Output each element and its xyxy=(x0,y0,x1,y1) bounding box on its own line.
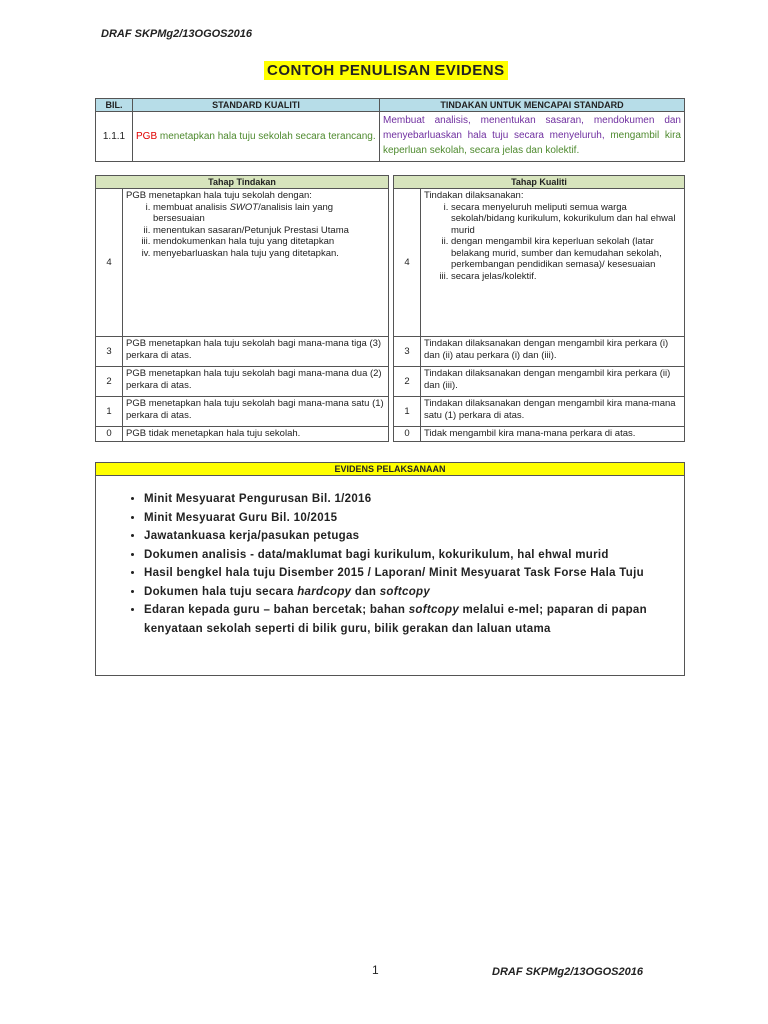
kualiti-item-1: i. secara menyeluruh meliputi semua warga sekolah/bidang kurikulum, kokurikulum dan hal ehwal murid xyxy=(451,202,681,237)
evidens-item-hardcopy xyxy=(144,583,684,602)
evidens-item-6-softcopy: softcopy xyxy=(379,585,431,598)
tindakan-level-3-num: 3 xyxy=(96,337,123,367)
tindakan-level-0-text: PGB tidak menetapkan hala tuju sekolah. xyxy=(123,427,389,442)
tindakan-item-4: iv. menyebarluaskan hala tuju yang ditetapkan. xyxy=(153,248,385,260)
tahap-tindakan-table xyxy=(95,175,389,442)
evidens-header: EVIDENS PELAKSANAAN xyxy=(96,463,684,476)
tindakan-part1: Membuat analisis, menentukan sasaran, mendokumen dan menyebarluaskan hala tuju secara menyeluruh, xyxy=(383,115,681,141)
standard-desc: menetapkan hala tuju sekolah secara terancang. xyxy=(157,131,376,142)
kualiti-level-4-intro: Tindakan dilaksanakan: xyxy=(424,190,524,201)
page-title: CONTOH PENULISAN EVIDENS xyxy=(264,61,508,80)
tindakan-level-2-text: PGB menetapkan hala tuju sekolah bagi mana-mana dua (2) perkara di atas. xyxy=(123,367,389,397)
bil-value: 1.1.1 xyxy=(96,112,133,162)
evidens-item-6-mid: dan xyxy=(351,585,380,598)
tindakan-part2: mengambil kira keperluan sekolah, secara jelas dan kolektif. xyxy=(383,130,681,156)
tahap-kualiti-header: Tahap Kualiti xyxy=(394,176,685,189)
pgb-label: PGB xyxy=(136,131,158,142)
standard-table xyxy=(95,98,685,162)
evidens-item-edaran xyxy=(144,601,684,638)
evidens-item: • Dokumen analisis - data/maklumat bagi kurikulum, kokurikulum, hal ehwal murid xyxy=(144,546,684,565)
tindakan-item-1-post: /analisis lain yang bersesuaian xyxy=(153,201,334,224)
kualiti-level-0-text: Tidak mengambil kira mana-mana perkara di atas. xyxy=(421,427,685,442)
kualiti-level-0-num: 0 xyxy=(394,427,421,442)
evidens-item-6-hardcopy: hardcopy xyxy=(297,585,352,598)
tindakan-text xyxy=(380,112,685,162)
evidens-box xyxy=(95,462,685,676)
header-standard-kualiti: STANDARD KUALITI xyxy=(133,99,380,112)
kualiti-level-1-num: 1 xyxy=(394,397,421,427)
kualiti-level-2-text: Tindakan dilaksanakan dengan mengambil kira perkara (ii) dan (iii). xyxy=(421,367,685,397)
evidens-item: • Jawatankuasa kerja/pasukan petugas xyxy=(144,527,684,546)
tindakan-level-0-num: 0 xyxy=(96,427,123,442)
tindakan-item-1-pre: membuat analisis xyxy=(153,201,230,213)
tindakan-item-1 xyxy=(153,202,385,225)
evidens-item: • Minit Mesyuarat Pengurusan Bil. 1/2016 xyxy=(144,490,684,509)
tindakan-level-1-num: 1 xyxy=(96,397,123,427)
tindakan-level-4-intro: PGB menetapkan hala tuju sekolah dengan: xyxy=(126,190,312,201)
tindakan-item-3: iii. mendokumenkan hala tuju yang ditetapkan xyxy=(153,236,385,248)
kualiti-level-1-text: Tindakan dilaksanakan dengan mengambil kira mana-mana satu (1) perkara di atas. xyxy=(421,397,685,427)
kualiti-level-3-text: Tindakan dilaksanakan dengan mengambil kira perkara (i) dan (ii) atau perkara (i) dan (iii). xyxy=(421,337,685,367)
tahap-tindakan-header: Tahap Tindakan xyxy=(96,176,389,189)
tindakan-item-2: ii. menentukan sasaran/Petunjuk Prestasi Utama xyxy=(153,225,385,237)
kualiti-item-2: ii. dengan mengambil kira keperluan sekolah (latar belakang murid, sumber dan kemudahan sekolah, perkembangan pendidikan semasa)/ kesesuaian xyxy=(451,236,681,271)
tindakan-level-4-text xyxy=(123,189,389,337)
header-bil: BIL. xyxy=(96,99,133,112)
evidens-item: • Hasil bengkel hala tuju Disember 2015 / Laporan/ Minit Mesyuarat Task Forse Hala Tuju xyxy=(144,564,684,583)
tahap-kualiti-table xyxy=(393,175,685,442)
tindakan-level-3-text: PGB menetapkan hala tuju sekolah bagi mana-mana tiga (3) perkara di atas. xyxy=(123,337,389,367)
kualiti-level-2-num: 2 xyxy=(394,367,421,397)
header-tindakan: TINDAKAN UNTUK MENCAPAI STANDARD xyxy=(380,99,685,112)
kualiti-level-4-num: 4 xyxy=(394,189,421,337)
tindakan-level-4-num: 4 xyxy=(96,189,123,337)
evidens-list xyxy=(96,490,684,638)
evidens-item-7-softcopy: softcopy xyxy=(408,604,460,616)
evidens-item-7-pre: Edaran kepada guru – bahan bercetak; bahan xyxy=(144,604,409,616)
tindakan-item-1-swot: SWOT xyxy=(229,201,259,213)
evidens-item: • Minit Mesyuarat Guru Bil. 10/2015 xyxy=(144,509,684,528)
kualiti-level-3-num: 3 xyxy=(394,337,421,367)
kualiti-item-3: iii. secara jelas/kolektif. xyxy=(451,271,681,283)
tindakan-level-1-text: PGB menetapkan hala tuju sekolah bagi mana-mana satu (1) perkara di atas. xyxy=(123,397,389,427)
page-number: 1 xyxy=(372,963,379,977)
evidens-item-6-pre: Dokumen hala tuju secara xyxy=(144,585,298,598)
evidens-item-7-post: melalui e-mel; paparan di papan kenyataan sekolah seperti di bilik guru, bilik gerakan dan laluan utama xyxy=(144,604,647,635)
tindakan-level-2-num: 2 xyxy=(96,367,123,397)
header-draft-label: DRAF SKPMg2/13OGOS2016 xyxy=(101,28,252,40)
footer-draft-label: DRAF SKPMg2/13OGOS2016 xyxy=(492,966,643,978)
standard-text xyxy=(133,112,380,162)
kualiti-level-4-text xyxy=(421,189,685,337)
